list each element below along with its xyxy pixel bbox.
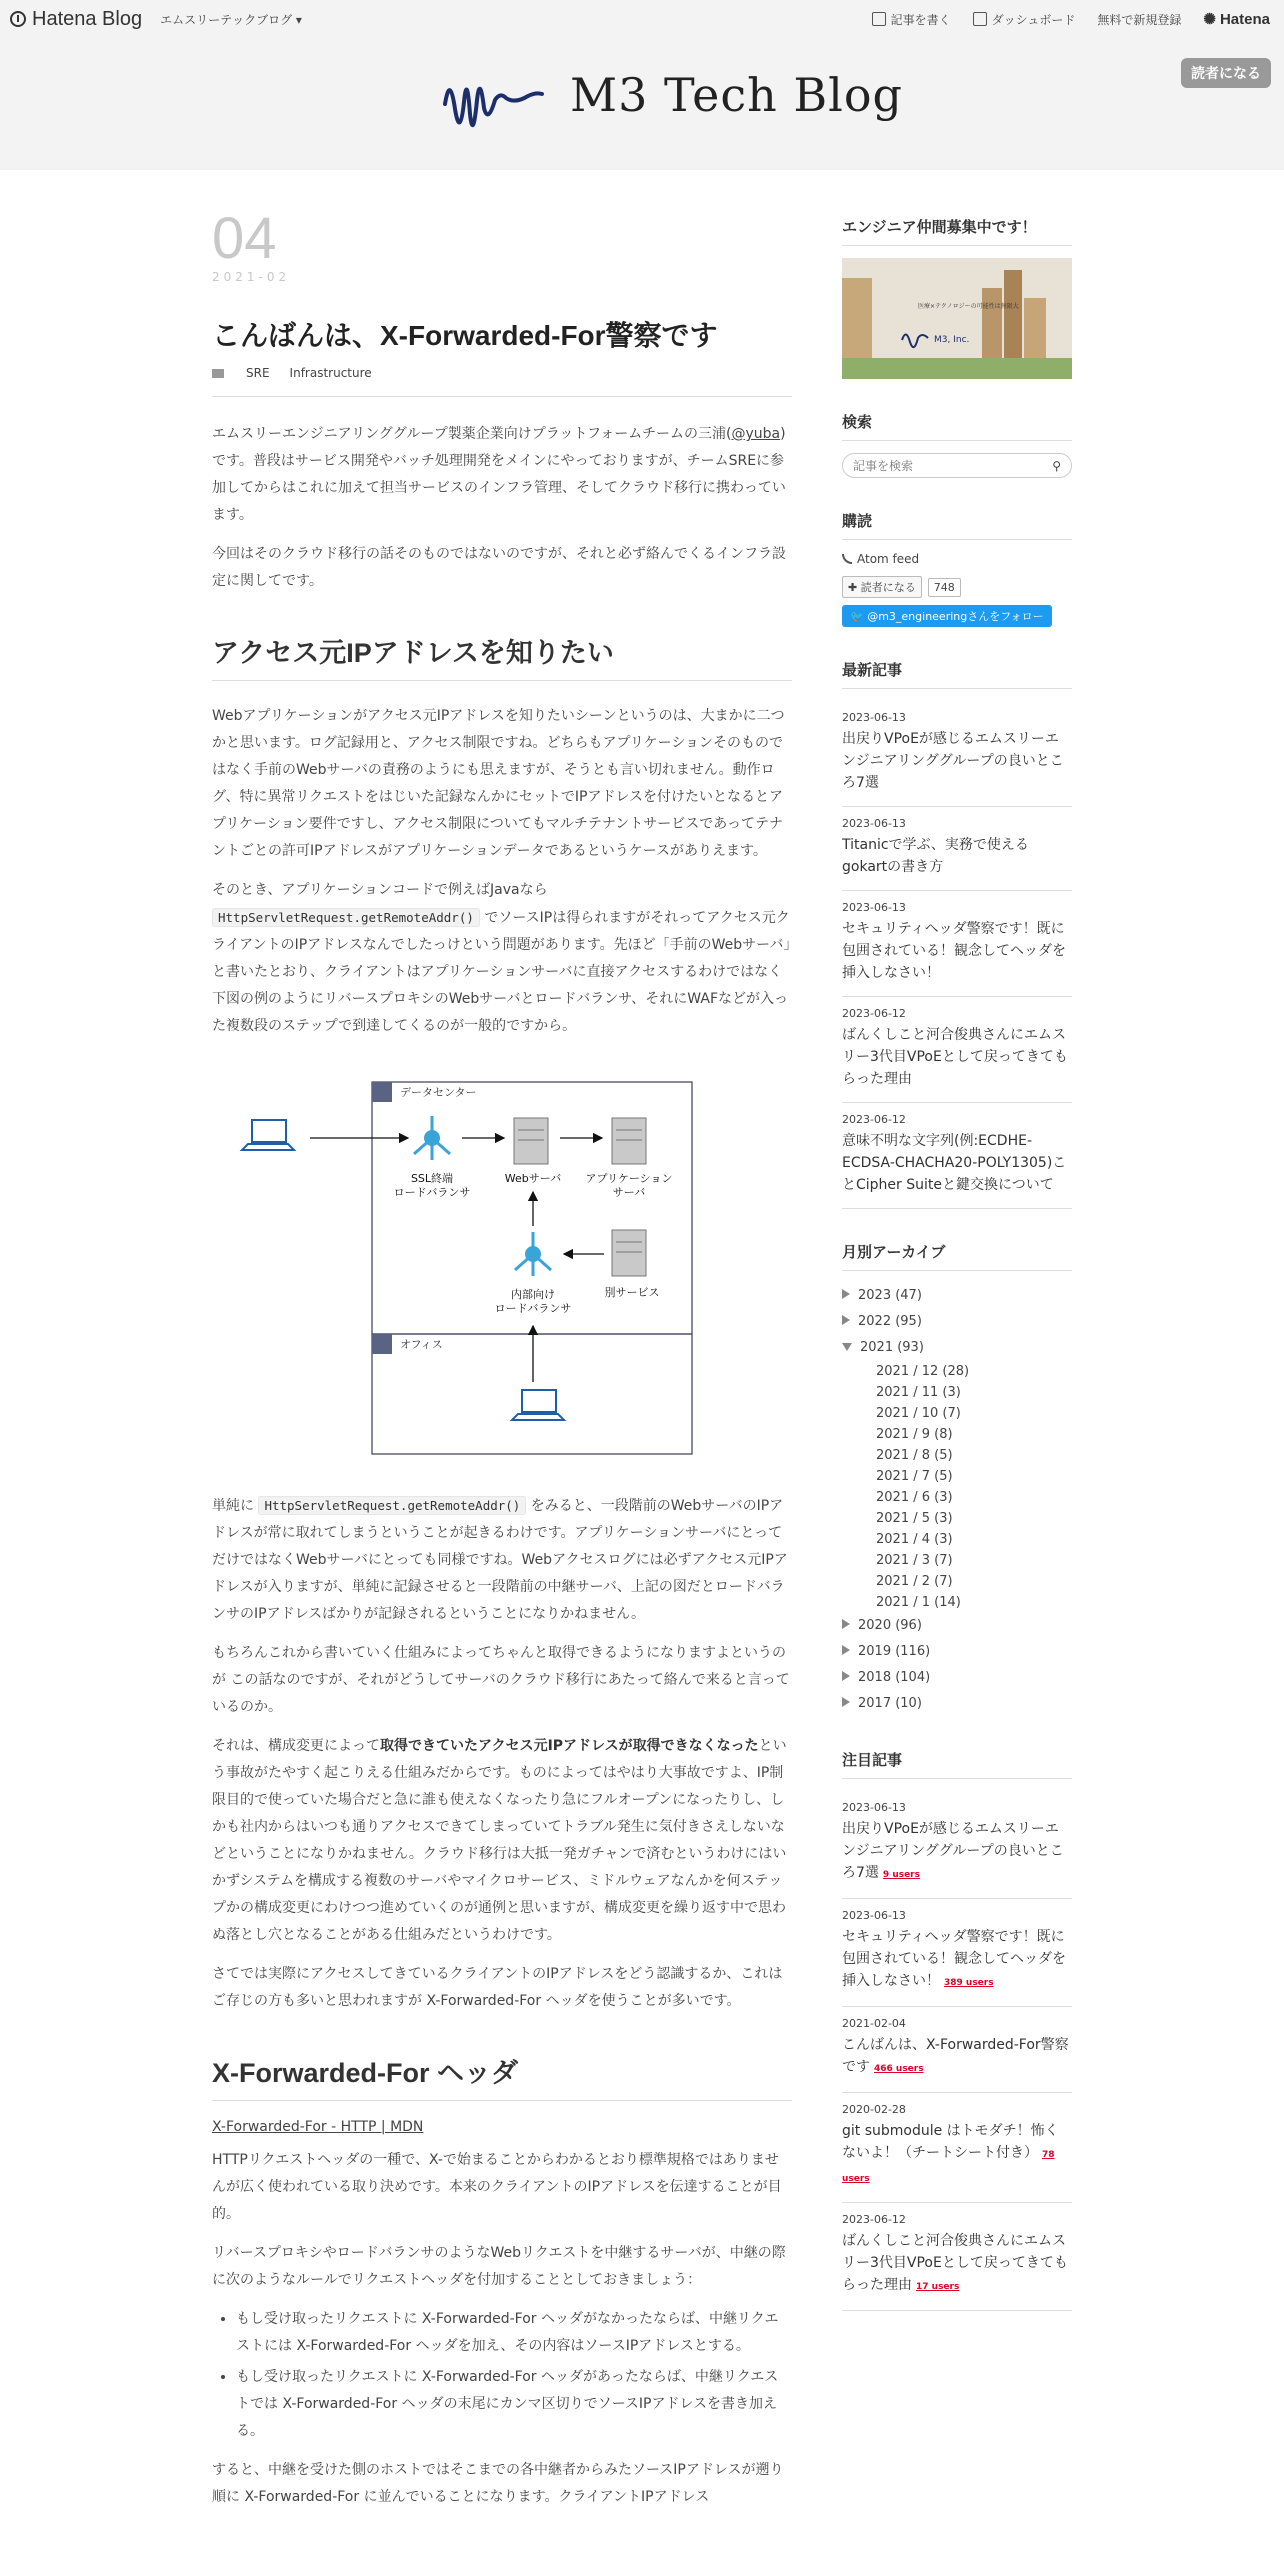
list-item: • もし受け取ったリクエストに X-Forwarded-For ヘッダがなかったならば、中継リクエストには X-Forwarded-For ヘッダを加え、その内容はソースIPアドレスとする。 [236,2306,792,2360]
popular-module [842,1749,1072,2311]
app-server-icon [612,1118,646,1164]
category-infrastructure[interactable]: Infrastructure [289,366,372,380]
paragraph: すると、中継を受けた側のホストではそこまでの各中継者からみたソースIPアドレスが遡り順に X-Forwarded-For に並んでいることになります。クライアントIPアドレス [212,2462,784,2505]
recent-article-item [842,997,1072,1103]
archive-month-link[interactable]: 2021 / 10 (7) [876,1406,961,1421]
sidebar-subscribe-button[interactable]: ✚ 読者になる [842,576,922,598]
entry-categories [212,366,792,380]
archive-month-link[interactable]: 2021 / 7 (5) [876,1469,953,1484]
popular-article-link[interactable]: git submodule はトモダチ！怖くないよ！（チートシート付き） [842,2123,1059,2161]
sidebar [842,216,1072,2343]
collapsed-triangle-icon[interactable] [842,1619,850,1629]
list-item: • もし受け取ったリクエストに X-Forwarded-For ヘッダがあったならば、中継リクエストでは X-Forwarded-For ヘッダの末尾にカンマ区切りでソースIPアドレスを書き加える。 [236,2364,792,2445]
recent-article-item [842,807,1072,891]
hatena-bookmark-count[interactable]: 78 users [842,2150,1055,2184]
collapsed-triangle-icon[interactable] [842,1289,850,1299]
dashboard-icon [973,12,987,26]
register-link[interactable]: 無料で新規登録 [1097,12,1182,27]
datacenter-label: データセンター [400,1086,477,1099]
section-heading: アクセス元IPアドレスを知りたい [212,631,792,681]
twitter-icon: 🐦 [850,610,868,623]
office-label: オフィス [400,1338,443,1351]
recruit-title: エンジニア仲間募集中です！ [842,216,1072,246]
subscribe-row [842,576,1072,598]
ssl-load-balancer-icon [414,1116,450,1160]
blog-title[interactable]: M3 Tech Blog [570,68,903,122]
entry-date-day[interactable]: 04 [212,206,277,271]
recruit-module [842,216,1072,379]
write-article-link[interactable]: 記事を書く [872,11,951,28]
recent-article-date: 2023-06-12 [842,1113,906,1126]
app-server-label-1: アプリケーション [585,1172,673,1185]
recent-article-date: 2023-06-13 [842,711,906,724]
recruit-banner-text: 医療×テクノロジーの可能性は無限大 [918,303,1019,310]
archive-month-link[interactable]: 2021 / 2 (7) [876,1574,953,1589]
mdn-link[interactable]: X-Forwarded-For - HTTP | MDN [212,2119,424,2135]
hatena-bookmark-count[interactable]: 17 users [916,2282,960,2292]
paragraph: さてでは実際にアクセスしてきているクライアントのIPアドレスをどう認識するか、これはご存じの方も多いと思われますが X-Forwarded-For ヘッダを使うことが多いです。 [212,1966,783,2009]
archive-year[interactable] [842,1283,1072,1309]
paragraph: HTTPリクエストヘッダの一種で、X-で始まることからわかるとおり標準規格ではありませんが広く使われている取り決めです。本来のクライアントのIPアドレスを伝達することが目的。 [212,2152,782,2222]
paragraph: 単純に HttpServletRequest.getRemoteAddr() をみると、一段階前のWebサーバのIPアドレスが常に取れてしまうということが起きるわけです。アプリケーションサーバにとってだけではなくWebサーバにとっても同様ですね。Webアクセスログには必ずアクセス元IPアドレスが入りますが、単純に記録させると一段階前の中継サーバ、上記の図だとロードバランサのIPアドレスばかりが記録されるということになりかねません。 [212,1498,788,1622]
hatena-bookmark-count[interactable]: 9 users [882,1870,920,1880]
recent-module [842,659,1072,1209]
hatena-blog-logo[interactable]: Hatena Blog [10,8,142,31]
recent-article-link[interactable]: セキュリティヘッダ警察です！既に包囲されている！観念してヘッダを挿入しなさい！ [842,921,1066,981]
emphasis: 取得できていたアクセス元IPアドレスが取得できなくなった [380,1738,759,1754]
other-service-icon [612,1230,646,1276]
recent-list [842,701,1072,1209]
recent-article-link[interactable]: 意味不明な文字列(例:ECDHE-ECDSA-CHACHA20-POLY1305)ことCipher Suiteと鍵交換について [842,1133,1067,1193]
expanded-triangle-icon[interactable] [842,1343,852,1351]
hatena-bookmark-count[interactable]: 466 users [874,2064,924,2074]
search-box [842,453,1072,478]
global-header [0,0,1284,38]
search-module [842,411,1072,478]
recent-article-date: 2023-06-13 [842,817,906,830]
archive-month-link[interactable]: 2021 / 3 (7) [876,1553,953,1568]
paragraph: リバースプロキシやロードバランサのようなWebリクエストを中継するサーバが、中継の際に次のようなルールでリクエストヘッダを付加することとしておきましょう： [212,2245,786,2288]
popular-article-link[interactable]: ばんくしこと河合俊典さんにエムスリー3代目VPoEとして戻ってきてもらった理由 [842,2233,1068,2293]
blog-header [0,38,1284,170]
web-server-label: Webサーバ [504,1172,562,1185]
paragraph: そのとき、アプリケーションコードで例えばJavaなら HttpServletRequest.getRemoteAddr() でソースIPは得られますがそれってアクセス元クライアントのIPアドレスなんでしたっけという問題があります。先ほど「手前のWebサーバ」と書いたとおり、クライアントはアプリケーションサーバに直接アクセスするわけではなく下図の例のようにリバースプロキシのWebサーバとロードバランサ、それにWAFなどが入った複数段のステップで到達してくるのが一般的ですから。 [212,882,791,1034]
popular-article-link[interactable]: こんばんは、X-Forwarded-For警察です [842,2037,1069,2075]
internal-lb-label-2: ロードバランサ [494,1302,572,1315]
atom-feed-link[interactable]: Atom feed [842,552,1072,566]
datacenter-icon [372,1082,392,1102]
archive-year-link[interactable]: 2020 (96) [858,1618,922,1633]
internal-lb-label-1: 内部向け [511,1288,555,1301]
client-laptop-icon [242,1120,294,1150]
collapsed-triangle-icon[interactable] [842,1671,850,1681]
archive-year-link[interactable]: 2021 (93) [860,1340,924,1355]
paragraph: もちろんこれから書いていく仕組みによってちゃんと取得できるようになりますよというのが この話なのですが、それがどうしてサーバのクラウド移行にあたって絡んで来ると言っているのか。 [212,1645,790,1715]
subscriber-count[interactable]: 748 [928,578,961,597]
popular-article-item [842,2093,1072,2203]
hatena-bookmark-count[interactable]: 389 users [944,1978,994,1988]
other-service-label: 別サービス [604,1286,660,1299]
recent-article-date: 2023-06-12 [842,1007,906,1020]
collapsed-triangle-icon[interactable] [842,1697,850,1707]
archive-month-link[interactable]: 2021 / 11 (3) [876,1385,961,1400]
subscribe-button[interactable]: 読者になる [1181,58,1271,88]
category-sre[interactable]: SRE [246,366,270,380]
popular-list [842,1791,1072,2311]
rss-icon [842,554,852,564]
blog-menu[interactable]: エムスリーテックブログ ▾ [160,12,302,27]
internal-load-balancer-icon [515,1232,551,1276]
archive-year[interactable] [842,1613,1072,1639]
recent-article-item [842,891,1072,997]
office-icon [372,1334,392,1354]
recent-article-link[interactable]: ばんくしこと河合俊典さんにエムスリー3代目VPoEとして戻ってきてもらった理由 [842,1027,1068,1087]
hatena-blog-icon [10,11,26,27]
collapsed-triangle-icon[interactable] [842,1645,850,1655]
pencil-icon [872,12,886,26]
recruit-banner[interactable] [842,258,1072,379]
popular-article-date: 2023-06-12 [842,2213,906,2226]
recent-article-link[interactable]: Titanicで学ぶ、実務で使えるgokartの書き方 [842,837,1029,875]
popular-title: 注目記事 [842,1749,1072,1779]
archive-month-link[interactable]: 2021 / 12 (28) [876,1364,970,1379]
popular-article-item [842,1899,1072,2007]
recruit-banner-logo: M3, Inc. [934,335,970,345]
recent-title: 最新記事 [842,659,1072,689]
archive-month-link[interactable]: 2021 / 4 (3) [876,1532,953,1547]
archive-month-link[interactable]: 2021 / 8 (5) [876,1448,953,1463]
collapsed-triangle-icon[interactable] [842,1315,850,1325]
inline-code: HttpServletRequest.getRemoteAddr() [258,1496,526,1515]
search-icon[interactable]: ⚲ [1052,458,1061,473]
archive-year[interactable] [842,1691,1072,1717]
title-divider [212,396,792,397]
archive-month-link[interactable]: 2021 / 9 (8) [876,1427,953,1442]
archive-month-link[interactable]: 2021 / 6 (3) [876,1490,953,1505]
hatena-sparkle-icon: ✺ [1203,11,1216,28]
popular-article-date: 2023-06-13 [842,1801,906,1814]
paragraph: 今回はそのクラウド移行の話そのものではないのですが、それと必ず絡んでくるインフラ設定に関してです。 [212,546,786,589]
archive-year-link[interactable]: 2019 (116) [858,1644,931,1659]
archive-year[interactable] [842,1665,1072,1691]
popular-article-date: 2020-02-28 [842,2103,906,2116]
popular-article-link[interactable]: セキュリティヘッダ警察です！既に包囲されている！観念してヘッダを挿入しなさい！ [842,1929,1066,1989]
archive-year[interactable] [842,1335,1072,1361]
popular-article-item [842,2203,1072,2311]
archive-year[interactable] [842,1639,1072,1665]
archive-year-link[interactable]: 2023 (47) [858,1288,922,1303]
archive-year-link[interactable]: 2017 (10) [858,1696,922,1711]
paragraph: Webアプリケーションがアクセス元IPアドレスを知りたいシーンというのは、大まかに二つかと思います。ログ記録用と、アクセス制限ですね。どちらもアプリケーションそのものではなく手前のWebサーバの責務のようにも思えますが、そうとも言い切れません。動作ログ、特に異常リクエストをはじいた記録なんかにセットでIPアドレスを付けたいとなるとアプリケーション要件ですし、アクセス制限についてもマルチテナントサービスであってテナントごとの許可IPアドレスがアプリケーションデータであるというケースがありえます。 [212,708,785,859]
entry-date-year-month[interactable]: 2021-02 [212,270,291,284]
recent-article-item [842,1103,1072,1209]
archive-month-link[interactable]: 2021 / 5 (3) [876,1511,953,1526]
author-link[interactable]: @yuba [731,426,781,442]
entry-title[interactable]: こんばんは、X-Forwarded-For警察です [212,320,718,351]
web-server-icon [514,1118,548,1164]
paragraph-intro: エムスリーエンジニアリンググループ製薬企業向けプラットフォームチームの三浦(@yuba)です。普段はサービス開発やバッチ処理開発をメインにやっておりますが、チームSREに参加してからはこれに加えて担当サービスのインフラ管理、そしてクラウド移行に携わっています。 [212,426,786,523]
inline-code: HttpServletRequest.getRemoteAddr() [212,908,480,927]
dashboard-link[interactable]: ダッシュボード [973,11,1076,28]
popular-article-item [842,1791,1072,1899]
archive-year[interactable] [842,1309,1072,1335]
subscribe-module [842,510,1072,627]
archive-module [842,1241,1072,1717]
archive-list [842,1283,1072,1717]
bullet-list [212,2306,792,2445]
archive-title: 月別アーカイブ [842,1241,1072,1271]
office-zone [372,1334,692,1454]
archive-year-link[interactable]: 2022 (95) [858,1314,922,1329]
office-laptop-icon [512,1390,564,1420]
network-diagram [222,1080,722,1460]
search-title: 検索 [842,411,1072,441]
paragraph: それは、構成変更によって取得できていたアクセス元IPアドレスが取得できなくなったという事故がたやすく起こりえる仕組みだからです。ものによってはやはり大事故ですよ、IP制限目的で使っていた場合だと急に誰も使えなくなったり急にフルオープンになったりし、しかも社内からはいつも通りアクセスできてしまっていてトラブル発生に気付きさえしないなどということになりかねません。クラウド移行は大抵一発ガチャンで済むというわけにはいかずシステムを構成する複数のサーバやマイクロサービス、ミドルウェアなんかを何ステップかの構成変更にわけつつ進めていくのが通例と思いますが、構成変更を繰り返す中で思わぬ落とし穴となることがある仕組みだというわけです。 [212,1738,787,1943]
recent-article-item [842,701,1072,807]
ssl-lb-label-2: ロードバランサ [393,1186,471,1199]
recent-article-link[interactable]: 出戻りVPoEが感じるエムスリーエンジニアリンググループの良いところ7選 [842,731,1064,791]
section-heading: X-Forwarded-For ヘッダ [212,2051,792,2101]
search-input[interactable] [853,459,1052,473]
subscribe-title: 購読 [842,510,1072,540]
recent-article-date: 2023-06-13 [842,901,906,914]
popular-article-item [842,2007,1072,2093]
ssl-lb-label-1: SSL終端 [410,1172,454,1185]
popular-article-date: 2021-02-04 [842,2017,906,2030]
m3-wave-logo-icon[interactable] [440,64,545,144]
twitter-follow-button[interactable]: 🐦 @m3_engineeringさんをフォロー [842,605,1052,627]
app-server-label-2: サーバ [612,1186,646,1199]
archive-month-link[interactable]: 2021 / 1 (14) [876,1595,961,1610]
folder-icon [212,369,224,378]
popular-article-link[interactable]: 出戻りVPoEが感じるエムスリーエンジニアリンググループの良いところ7選 [842,1821,1064,1881]
popular-article-date: 2023-06-13 [842,1909,906,1922]
archive-year-link[interactable]: 2018 (104) [858,1670,931,1685]
hatena-link[interactable]: ✺ Hatena [1203,10,1270,28]
